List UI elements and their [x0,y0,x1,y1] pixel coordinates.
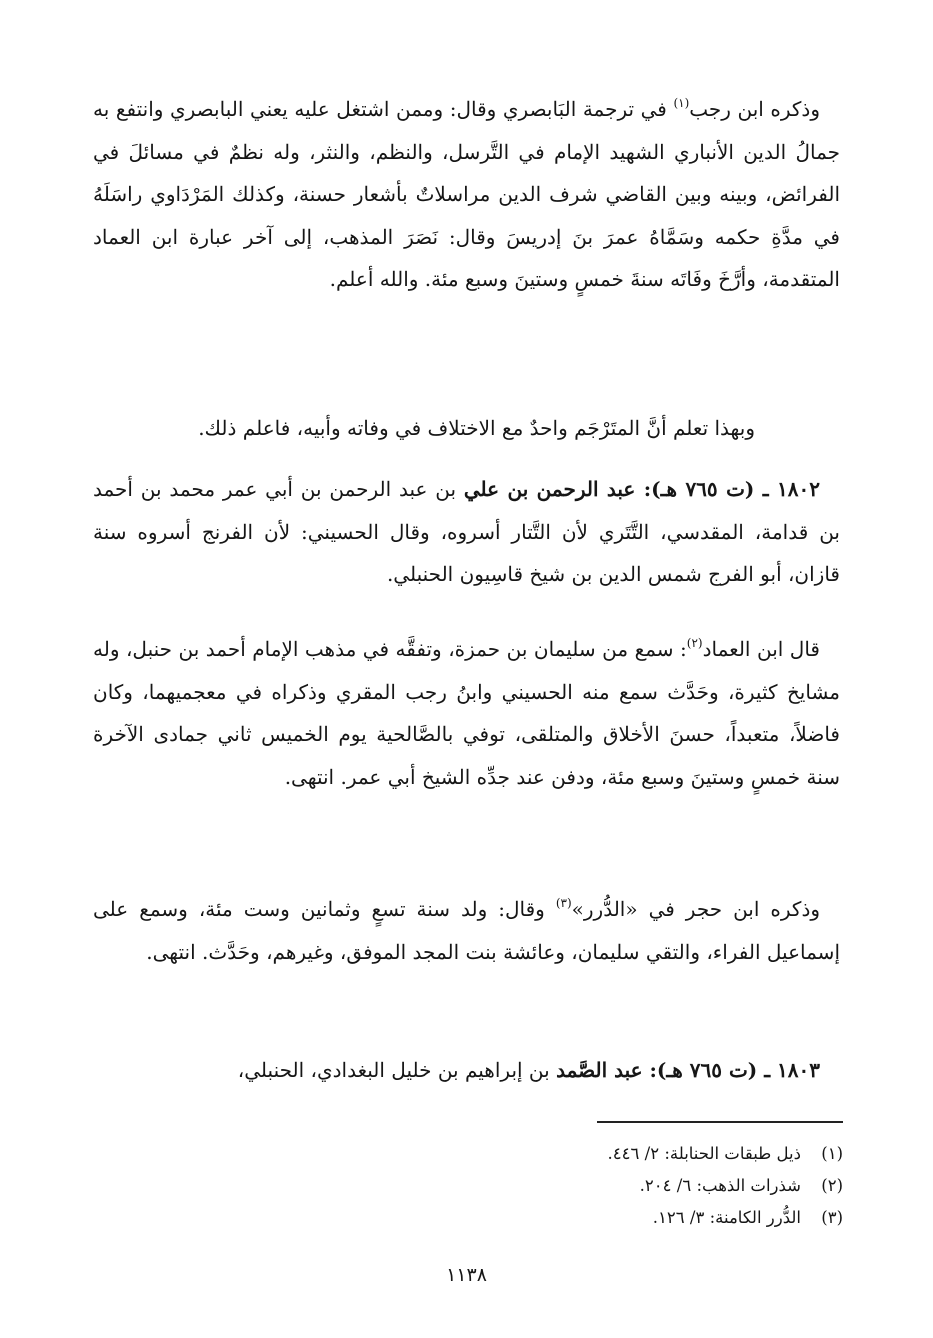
paragraph [93,628,840,798]
paragraph-block [93,1049,840,1092]
footnote-mark: (٣) [821,1208,843,1227]
paragraph-block [93,88,840,301]
footnote-text: الدُّرر الكامنة: ٣/ ١٢٦. [652,1208,801,1227]
text-segment: وقال: ولد سنة تسعٍ وثمانين وست مئة، وسمع على إسماعيل الفراء، والتقي سليمان، وعائشة بنت المجد الموفق، وغيرهم، وحَدَّث. انتهى. [93,897,840,964]
paragraph [93,1049,840,1092]
text-segment: قال ابن العماد [702,637,820,661]
paragraph-block [93,628,840,798]
footnote-mark: (١) [821,1144,843,1163]
paragraph [93,407,840,450]
footnote-reference: (١) [673,96,690,110]
footnote-text: شذرات الذهب: ٦/ ٢٠٤. [639,1176,801,1195]
page-number: ١١٣٨ [446,1264,487,1286]
text-segment: وبهذا تعلم أنَّ المتَرْجَم واحدٌ مع الاختلاف في وفاته وأبيه، فاعلم ذلك. [198,416,755,440]
paragraph-block [93,407,840,450]
footnote-item [343,1202,843,1234]
entry-heading: ١٨٠٣ ـ (ت ٧٦٥ هـ): عبد الصَّمد [556,1058,820,1082]
footnote-item [343,1138,843,1170]
footnote-separator [597,1121,843,1123]
paragraph [93,88,840,301]
footnote-reference: (٢) [686,636,703,650]
text-segment: وذكره ابن رجب [689,97,821,121]
footnote-item [343,1170,843,1202]
footnotes [343,1138,843,1234]
paragraph-block [93,888,840,973]
paragraph [93,468,840,596]
paragraph-block [93,468,840,596]
paragraph [93,888,840,973]
text-segment: وذكره ابن حجر في «الدُّرر» [571,897,821,921]
footnote-reference: (٣) [555,896,572,910]
footnote-text: ذيل طبقات الحنابلة: ٢/ ٤٤٦. [607,1144,801,1163]
text-segment: في ترجمة البَابصري وقال: وممن اشتغل عليه يعني البابصري وانتفع به جمالُ الدين الأنباري الشهيد الإمام في التَّرسل، والنظم، والنثر، وله نظمٌ في مسائلَ في الفرائض، وبينه وبين القاضي شرف الدين مراسلاتٌ بأشعار حسنة، وكذلك المَرْدَاوي راسَلَهُ في مدَّةِ حكمه وسَمَّاهُ عمرَ بنَ إدريسَ وقال: نَصَرَ المذهب، إلى آخر عبارة ابن العماد المتقدمة، وأرَّخَ وفَاتَه سنةَ خمسٍ وستينَ وسبع مئة. والله أعلم. [93,97,840,291]
text-segment: : سمع من سليمان بن حمزة، وتفقَّه في مذهب الإمام أحمد بن حنبل، وله مشايخ كثيرة، وحَدَّث سمع منه الحسيني وابنُ رجب المقري وذكراه في معجميهما، وكان فاضلاً، متعبداً، حسنَ الأخلاق والمتلقى، توفي بالصَّالحية يوم الخميس ثاني جمادى الآخرة سنة خمسٍ وستينَ وسبع مئة، ودفن عند جدِّه الشيخ أبي عمر. انتهى. [93,637,840,789]
text-segment: بن إبراهيم بن خليل البغدادي، الحنبلي، [237,1058,557,1082]
text-segment: بن عبد الرحمن بن أبي عمر محمد بن أحمد بن قدامة، المقدسي، التَّتَري لأن التَّتار أسروه، وقال الحسيني: لأن الفرنج أسروه سنة قازان، أبو الفرج شمس الدين بن شيخ قاسِيون الحنبلي. [93,477,840,586]
footnote-mark: (٢) [821,1176,843,1195]
entry-heading: ١٨٠٢ ـ (ت ٧٦٥ هـ): عبد الرحمن بن علي [463,477,820,501]
